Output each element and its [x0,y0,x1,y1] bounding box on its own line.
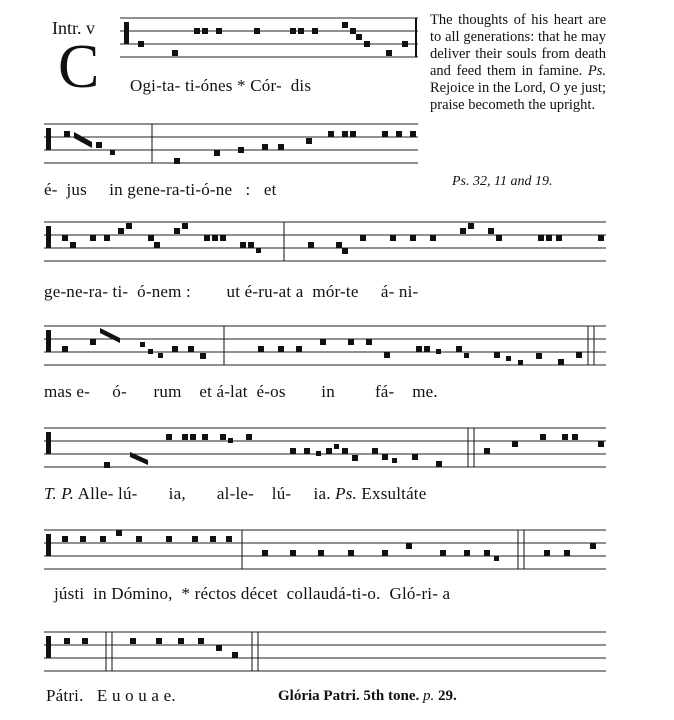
lyric-line-5 [44,484,426,504]
staff-3-drawing [44,218,606,264]
staff-5-drawing [44,424,606,474]
lyric-line-4: mas e- ó- rum et á-lat é-os in fá- me. [44,382,438,401]
staff-7-drawing [44,628,606,676]
page-abbr: p. [422,688,435,704]
translation-ps-label: Ps. [587,63,606,79]
staff-5 [44,424,606,474]
tp-label: T. P. [44,484,75,503]
staff-3 [44,218,606,264]
gloria-reference [278,688,457,705]
lyric-line-1: Ogi-ta- ti-ónes * Cór- dis [130,76,312,95]
translation [430,12,606,114]
psalm-label: Ps. [335,484,357,503]
lyric-line-5-text: Alle- lú- ia, al-le- lú- ia. [74,484,336,503]
staff-7 [44,628,606,676]
staff-2-drawing [44,120,418,166]
staff-2 [44,120,418,166]
staff-6 [44,526,606,574]
mode-label: Intr. v [52,18,95,38]
staff-6-drawing [44,526,606,574]
staff-1 [120,16,418,60]
translation-text-2: Rejoice in the Lord, O ye just; praise becometh the upright. [430,80,606,113]
lyric-line-6: jústi in Dómino, * réctos décet collaudá-ti-o. Gló-ri- a [54,584,451,603]
citation: Ps. 32, 11 and 19. [452,174,553,189]
page-number: 29. [437,688,457,704]
gloria-label: Glória Patri. 5th tone. [278,688,420,704]
initial-letter: C [58,33,100,101]
staff-4 [44,322,606,372]
staff-4-drawing [44,322,606,372]
lyric-line-2: é- jus in gene-ra-ti-ó-ne : et [44,180,277,199]
lyric-line-5-end: Exsultáte [356,484,427,503]
lyric-line-3: ge-ne-ra- ti- ó-nem : ut é-ru-at a mór-te á- ni- [44,282,419,301]
lyric-line-7: Pátri. E u o u a e. [46,686,176,705]
translation-text: The thoughts of his heart are to all generations: that he may deliver their souls from death and feed them in famine. [430,12,606,79]
staff-1-drawing [120,16,418,60]
